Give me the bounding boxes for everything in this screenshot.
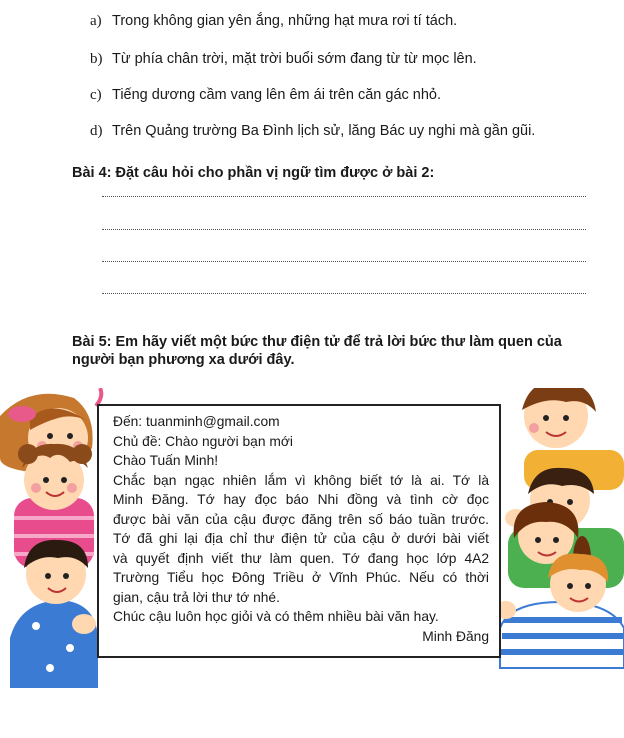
letter-body-line: Tớ đã ghi lại địa chỉ thư điện tử của cậu ở dưới bài viết [113,531,489,546]
item-text: Tiếng dương cầm vang lên êm ái trên căn gác nhỏ. [112,87,442,103]
bai5-heading-line2: người bạn phương xa dưới đây. [72,352,295,368]
answer-line[interactable] [102,196,586,197]
answer-line[interactable] [102,261,586,262]
answer-line[interactable] [102,229,586,230]
letter-subject-line: Chủ đề: Chào người bạn mới [113,433,293,449]
letter-body-line: Chắc bạn ngạc nhiên lắm vì không biết tớ là ai. Tớ là [113,472,489,488]
letter-body-line: Trường Tiểu học Đông Triều ở Vĩnh Phúc. Nếu có thời [113,570,489,585]
item-marker: a) [90,13,102,29]
item-b [90,50,477,68]
letter-body-line: gian, cậu trả lời thư tớ nhé. [113,589,280,605]
item-text: Trên Quảng trường Ba Đình lịch sử, lăng Bác uy nghi mà gần gũi. [112,123,536,139]
item-text: Trong không gian yên ắng, những hạt mưa rơi tí tách. [112,13,458,29]
letter-body-line: và quyết định viết thư làm quen. Tớ đang học lớp 4A2 [113,550,489,566]
item-c [90,86,441,104]
item-a [90,12,457,30]
item-marker: d) [90,123,103,139]
item-marker: c) [90,87,102,103]
letter-closing: Chúc cậu luôn học giỏi và có thêm nhiều bài văn hay. [113,609,439,624]
email-letter-box [97,404,501,658]
letter-signature: Minh Đăng [422,628,489,644]
letter-to-line: Đến: tuanminh@gmail.com [113,414,280,429]
item-text: Từ phía chân trời, mặt trời buổi sớm đang từ từ mọc lên. [112,51,477,67]
letter-body-line: Minh Đăng. Tớ hay đọc báo Nhi đồng và tình cờ đọc [113,492,489,507]
bai5-heading-line1: Bài 5: Em hãy viết một bức thư điện tử để trả lời bức thư làm quen của [72,334,562,350]
item-d [90,122,535,140]
letter-body-line: được bài văn của cậu được đăng trên số báo tuần trước. [113,511,489,527]
item-marker: b) [90,51,103,67]
bai4-heading: Bài 4: Đặt câu hỏi cho phần vị ngữ tìm được ở bài 2: [72,165,435,181]
answer-line[interactable] [102,293,586,294]
letter-greeting: Chào Tuấn Minh! [113,453,219,468]
